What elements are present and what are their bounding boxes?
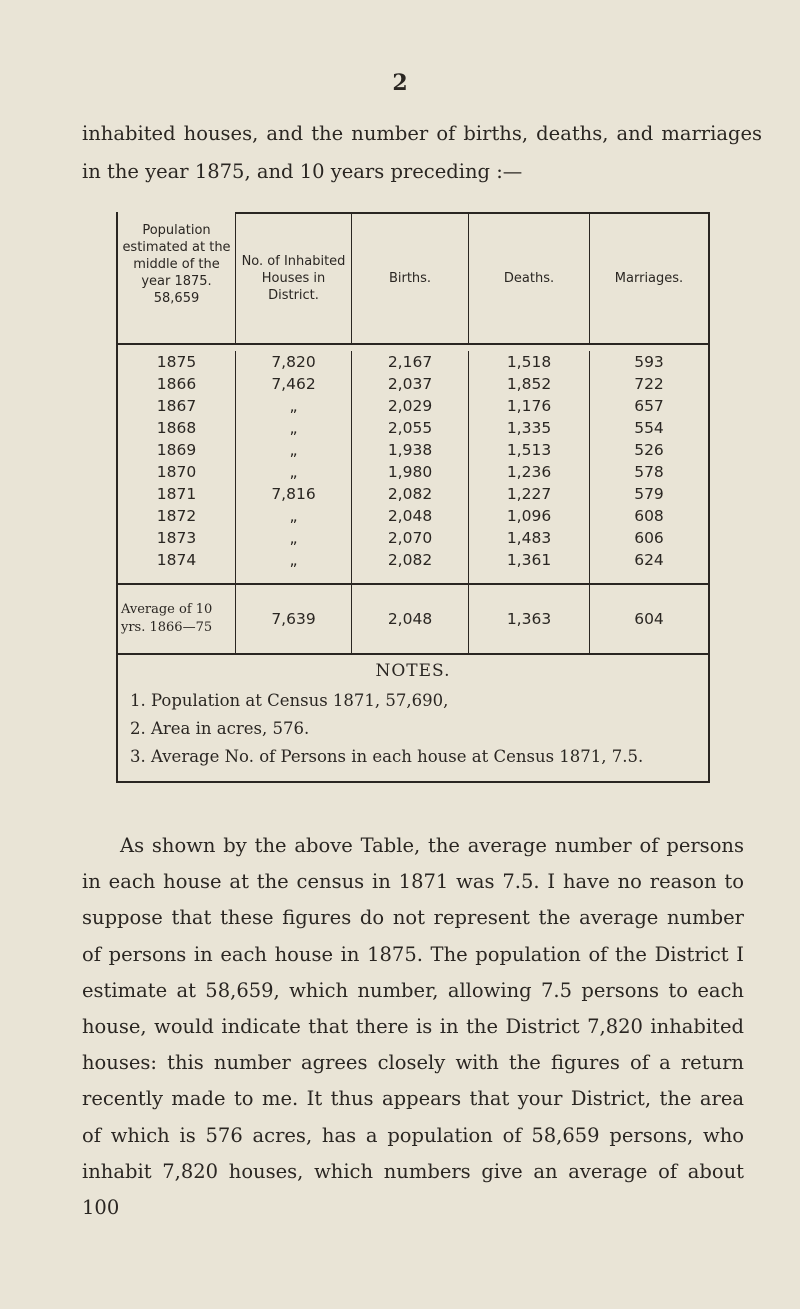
cell-houses: „ [236,395,352,417]
cell-year: 1867 [118,395,236,417]
cell-houses: „ [236,549,352,571]
cell-houses: 7,820 [236,351,352,373]
cell-deaths: 1,236 [469,461,590,483]
cell-marriages: 624 [634,551,664,569]
cell-year: 1868 [118,417,236,439]
cell-houses: „ [236,461,352,483]
cell-year: 1873 [118,527,236,549]
cell-births: 1,938 [352,439,469,461]
average-births: 2,048 [352,585,469,653]
cell-births: 2,055 [352,417,469,439]
average-label: Average of 10 yrs. 1866—75 [118,585,236,653]
header-population: Population estimated at the middle of the year 1875. 58,659 [118,212,236,343]
cell-year: 1871 [118,483,236,505]
table-body [118,345,708,571]
note-item: 3. Average No. of Persons in each house at Census 1871, 7.5. [130,747,644,766]
cell-deaths: 1,483 [469,527,590,549]
cell-marriages: 608 [634,507,664,525]
cell-births: 2,167 [352,351,469,373]
cell-marriages: 722 [634,375,664,393]
note-item: 1. Population at Census 1871, 57,690, [130,691,449,710]
cell-deaths: 1,852 [469,373,590,395]
table-row [118,483,708,505]
cell-deaths: 1,518 [469,351,590,373]
average-marriages: 604 [634,610,664,628]
table-row [118,527,708,549]
table-header [118,212,708,343]
table-row [118,461,708,483]
cell-year: 1870 [118,461,236,483]
cell-marriages: 657 [634,397,664,415]
cell-houses: „ [236,505,352,527]
header-houses: No. of Inhabited Houses in District. [236,212,352,343]
table-row [118,351,708,373]
table-row [118,373,708,395]
table-row [118,417,708,439]
cell-births: 2,037 [352,373,469,395]
cell-deaths: 1,335 [469,417,590,439]
cell-year: 1875 [118,351,236,373]
cell-houses: 7,816 [236,483,352,505]
cell-deaths: 1,096 [469,505,590,527]
cell-marriages: 606 [634,529,664,547]
cell-births: 1,980 [352,461,469,483]
cell-births: 2,082 [352,549,469,571]
cell-births: 2,070 [352,527,469,549]
cell-year: 1866 [118,373,236,395]
body-paragraph [82,828,744,1226]
cell-marriages: 526 [634,441,664,459]
table-row [118,549,708,571]
table-row [118,439,708,461]
notes-section [118,653,708,783]
cell-houses: „ [236,527,352,549]
cell-births: 2,029 [352,395,469,417]
table-row [118,395,708,417]
cell-houses: „ [236,417,352,439]
cell-marriages: 593 [634,353,664,371]
header-births: Births. [352,212,469,343]
note-item: 2. Area in acres, 576. [130,719,310,738]
header-marriages: Marriages. [590,212,708,343]
cell-houses: „ [236,439,352,461]
intro-text: inhabited houses, and the number of births, deaths, and marriages in the year 1875, and 10 years preceding :— [82,122,762,183]
average-row [118,583,708,653]
cell-marriages: 554 [634,419,664,437]
notes-title: NOTES. [375,661,451,681]
cell-houses: 7,462 [236,373,352,395]
cell-deaths: 1,361 [469,549,590,571]
body-paragraph-text: As shown by the above Table, the average number of persons in each house at the census in 1871 was 7.5. I have no reason to suppose that these figures do not represent the average number of persons in each house in 1875. The population of the District I estimate at 58,659, which number, allowing 7.5 persons to each house, would indicate that there is in the District 7,820 inhabited houses: this number agrees closely with the figures of a return recently made to me. It thus appears that your District, the area of which is 576 acres, has a population of 58,659 persons, who inhabit 7,820 houses, which numbers give an average of about 100 [82,834,744,1220]
average-houses: 7,639 [236,585,352,653]
cell-deaths: 1,227 [469,483,590,505]
cell-births: 2,048 [352,505,469,527]
cell-deaths: 1,513 [469,439,590,461]
page-number: 2 [392,70,408,96]
cell-year: 1872 [118,505,236,527]
cell-marriages: 579 [634,485,664,503]
cell-year: 1874 [118,549,236,571]
statistics-table [116,212,710,783]
average-deaths: 1,363 [469,585,590,653]
cell-year: 1869 [118,439,236,461]
cell-marriages: 578 [634,463,664,481]
cell-births: 2,082 [352,483,469,505]
header-deaths: Deaths. [469,212,590,343]
table-row [118,505,708,527]
cell-deaths: 1,176 [469,395,590,417]
